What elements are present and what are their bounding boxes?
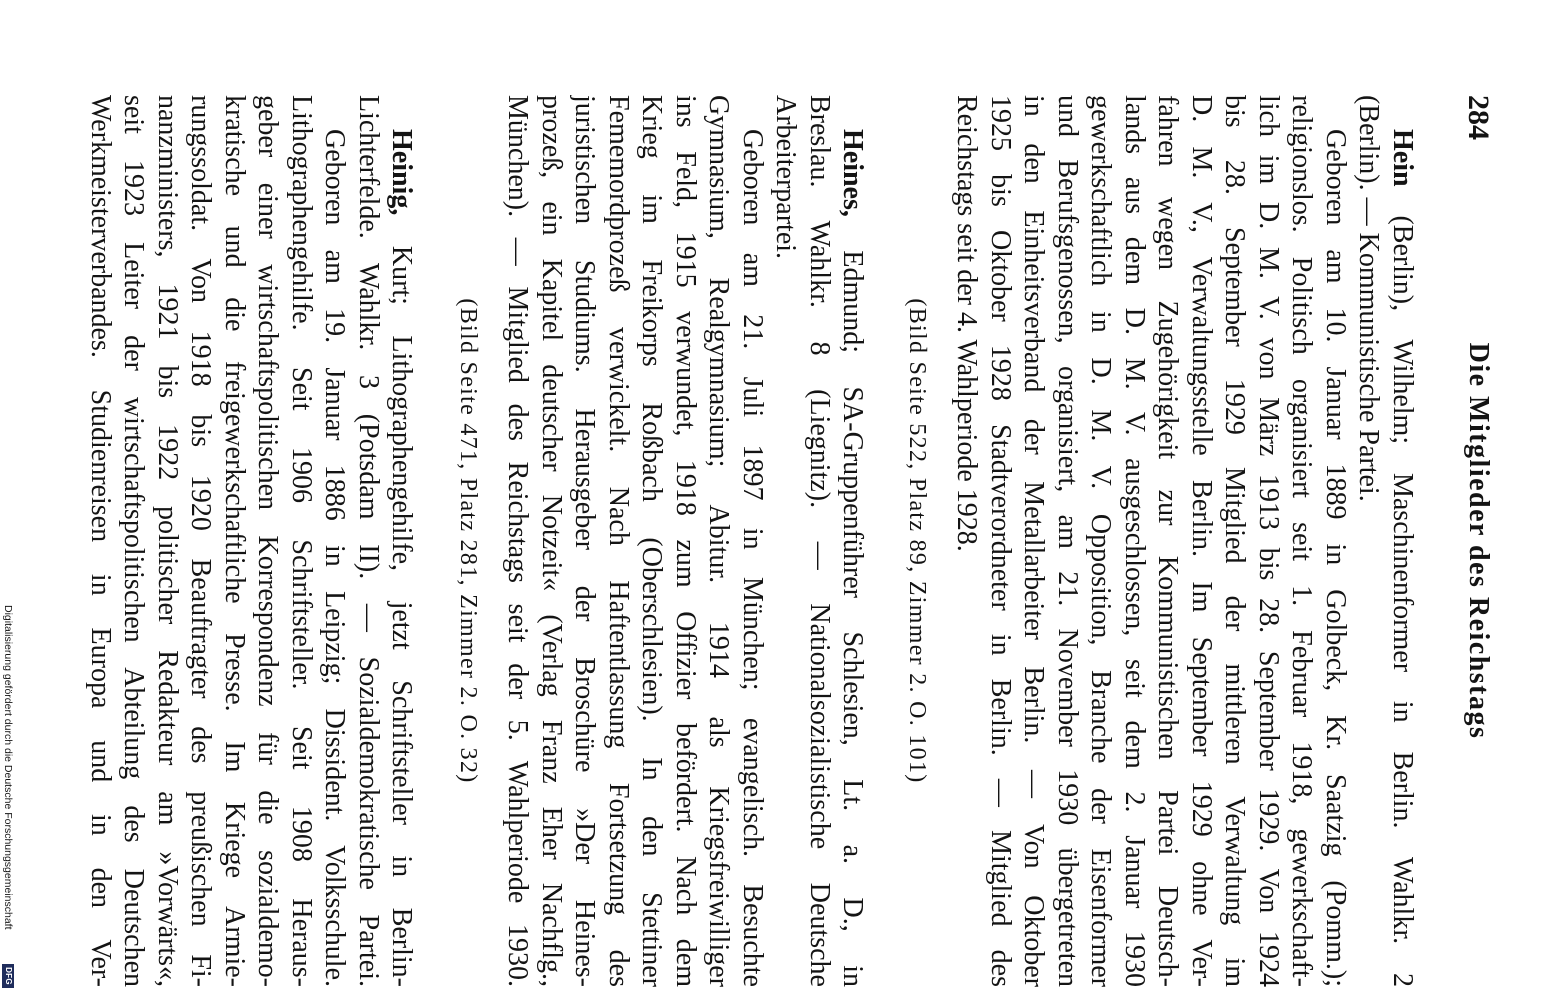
member-entry-heines bbox=[501, 95, 870, 987]
bio-line: Lithographengehilfe. Seit 1906 Schriftsteller. Seit 1908 Heraus- bbox=[286, 95, 317, 987]
entry-heading-line bbox=[1386, 95, 1420, 987]
bio-line: Werkmeisterverbandes. Studienreisen in Europa und in den Ver- bbox=[85, 95, 116, 987]
bio-line: München). — Mitglied des Reichstags seit der 5. Wahlperiode 1930. bbox=[502, 95, 534, 987]
funding-note-text: Digitalisierung gefördert durch die Deutsche Forschungsgemeinschaft bbox=[2, 605, 14, 930]
bio-line: geber einer wirtschaftspolitischen Korrespondenz für die sozialdemo- bbox=[252, 95, 284, 987]
bio-line: bis 28. September 1929 Mitglied der mittleren Verwaltung im bbox=[1219, 95, 1251, 987]
bio-line: Krieg im Freikorps Roßbach (Oberschlesien). In den Stettiner bbox=[636, 95, 668, 987]
entry-heading-text: (Berlin), Wilhelm; Maschinenformer in Berlin. Wahlkr. 2 bbox=[1387, 215, 1418, 987]
bio-line: Geboren am 10. Januar 1889 in Golbeck, Kr. Saatzig (Pomm.); bbox=[1320, 129, 1351, 987]
running-title: Die Mitglieder des Reichstags bbox=[1463, 342, 1494, 740]
picture-reference: (Bild Seite 471, Platz 281, Zimmer 2. O. 32) bbox=[455, 298, 482, 784]
bio-line: ins Feld, 1915 verwundet, 1918 zum Offizier befördert. Nach dem bbox=[670, 95, 701, 987]
member-name: Heinig, bbox=[386, 129, 418, 216]
entry-heading-line bbox=[385, 95, 419, 987]
bio-line: Gymnasium, Realgymnasium; Abitur. 1914 als Kriegsfreiwilliger bbox=[703, 95, 735, 987]
bio-line: Geboren am 21. Juli 1897 in München; evangelisch. Besuchte bbox=[737, 129, 768, 987]
dfg-logo-icon: DFG bbox=[2, 964, 14, 988]
member-entry-heinig bbox=[84, 95, 419, 987]
text-column bbox=[84, 95, 1420, 987]
entry-heading-line: (Berlin). — Kommunistische Partei. bbox=[1353, 95, 1385, 502]
bio-line: D. M. V., Verwaltungsstelle Berlin. Im September 1929 ohne Ver- bbox=[1186, 95, 1217, 987]
entry-heading-text: Edmund; SA-Gruppenführer Schlesien, Lt. a. D., in bbox=[837, 250, 869, 987]
bio-line: Fememordprozeß verwickelt. Nach Haftentlassung Fortsetzung des bbox=[603, 95, 634, 987]
bio-line: seit 1923 Leiter der wirtschaftspolitischen Abteilung des Deutschen bbox=[118, 95, 150, 987]
member-entry-hein bbox=[950, 95, 1419, 987]
bio-line: Reichstags seit der 4. Wahlperiode 1928. bbox=[951, 95, 983, 552]
bio-line: fahren wegen Zugehörigkeit zur Kommunistischen Partei Deutsch- bbox=[1152, 95, 1184, 987]
member-name: Heines, bbox=[837, 129, 869, 217]
bio-line: 1925 bis Oktober 1928 Stadtverordneter in Berlin. — Mitglied des bbox=[985, 95, 1016, 987]
bio-line: und Berufsgenossen, organisiert, am 21. November 1930 übergetreten bbox=[1052, 95, 1083, 987]
entry-heading-line: Arbeiterpartei. bbox=[770, 95, 802, 260]
bio-line: in den Einheitsverband der Metallarbeiter Berlin. — Von Oktober bbox=[1018, 95, 1050, 987]
bio-line: prozeß, ein Kapitel deutscher Notzeit« (Verlag Franz Eher Nachflg., bbox=[536, 95, 567, 987]
bio-line: lands aus dem D. M. V. ausgeschlossen, seit dem 2. Januar 1930 bbox=[1119, 95, 1150, 987]
bio-line: lich im D. M. V. von März 1913 bis 28. September 1929. Von 1924 bbox=[1253, 95, 1284, 987]
bio-line: Geboren am 19. Januar 1886 in Leipzig; Dissident. Volksschule. bbox=[319, 129, 351, 987]
running-header bbox=[1461, 95, 1495, 987]
bio-line: kratische und die freigewerkschaftliche Presse. Im Kriege Armie- bbox=[219, 95, 250, 987]
page-number: 284 bbox=[1462, 95, 1495, 140]
entry-heading-line: Breslau. Wahlkr. 8 (Liegnitz). — Nationalsozialistische Deutsche bbox=[804, 95, 835, 987]
entry-heading-line: Lichterfelde. Wahlkr. 3 (Potsdam II). — Sozialdemokratische Partei. bbox=[353, 95, 384, 987]
bio-line: juristischen Studiums. Herausgeber der Broschüre »Der Heines- bbox=[569, 95, 601, 987]
bio-line: religionslos. Politisch organisiert seit 1. Februar 1918, gewerkschaft- bbox=[1286, 95, 1318, 987]
member-name: Hein bbox=[1387, 129, 1418, 187]
entry-heading-text: Kurt; Lithographengehilfe, jetzt Schriftsteller in Berlin- bbox=[386, 245, 418, 987]
bio-line: rungssoldat. Von 1918 bis 1920 Beauftragter des preußischen Fi- bbox=[185, 95, 217, 987]
bio-line: gewerkschaftlich in D. M. V. Opposition, Branche der Eisenformer bbox=[1085, 95, 1117, 987]
bio-line: nanzministers, 1921 bis 1922 politischer Redakteur am »Vorwärts«, bbox=[152, 95, 183, 987]
entry-heading-line bbox=[836, 95, 870, 987]
picture-reference: (Bild Seite 522, Platz 89, Zimmer 2. O. 101) bbox=[904, 298, 931, 784]
